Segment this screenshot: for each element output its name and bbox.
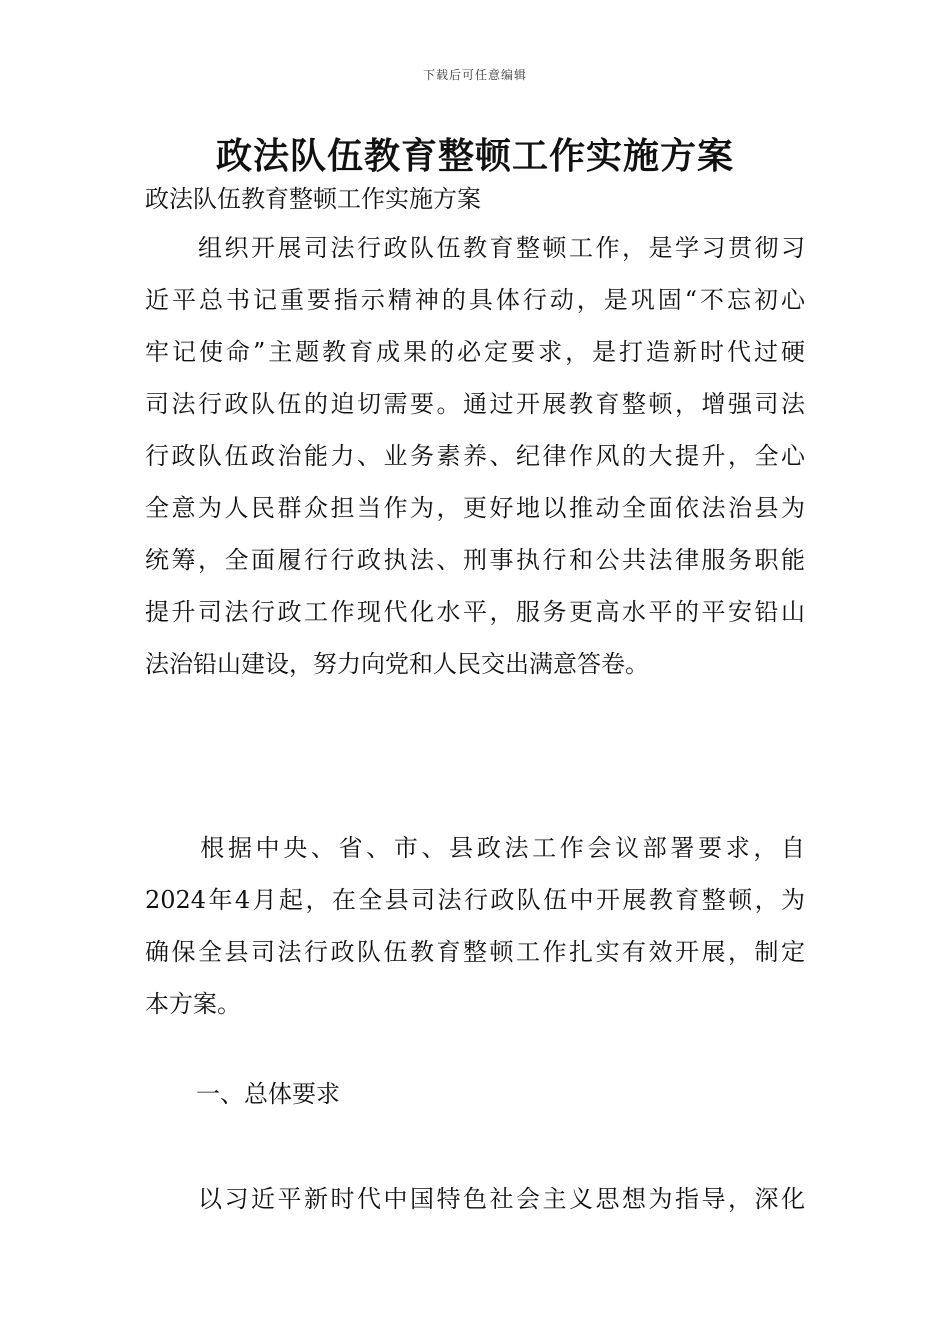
section-heading: 一、总体要求 <box>196 1080 340 1108</box>
paragraph-line: 提升司法行政工作现代化水平，服务更高水平的平安铅山 <box>145 598 805 626</box>
paragraph-line: 全意为人民群众担当作为，更好地以推动全面依法治县为 <box>145 494 805 522</box>
paragraph-line: 本方案。 <box>145 990 241 1018</box>
paragraph-line: 牢记使命”主题教育成果的必定要求，是打造新时代过硬 <box>145 338 805 366</box>
document-title: 政法队伍教育整顿工作实施方案 <box>215 136 734 177</box>
paragraph-line: 组织开展司法行政队伍教育整顿工作，是学习贯彻习 <box>145 234 805 262</box>
paragraph-guidance <box>145 1173 805 1225</box>
paragraph-line: 以习近平新时代中国特色社会主义思想为指导，深化 <box>145 1185 805 1213</box>
paragraph-line: 近平总书记重要指示精神的具体行动，是巩固“不忘初心 <box>145 286 805 314</box>
paragraph-line: 行政队伍政治能力、业务素养、纪律作风的大提升，全心 <box>145 442 805 470</box>
paragraph-line: 司法行政队伍的迫切需要。通过开展教育整顿，增强司法 <box>145 390 805 418</box>
paragraph-basis <box>145 822 805 1030</box>
paragraph-line: 根据中央、省、市、县政法工作会议部署要求，自 <box>145 834 805 862</box>
header-note: 下载后可任意编辑 <box>422 68 527 82</box>
paragraph-line: 2024年4月起，在全县司法行政队伍中开展教育整顿，为 <box>145 886 805 914</box>
paragraph-line: 法治铅山建设，努力向党和人民交出满意答卷。 <box>145 650 649 678</box>
document-subtitle: 政法队伍教育整顿工作实施方案 <box>145 185 481 213</box>
paragraph-intro <box>145 222 805 690</box>
paragraph-line: 统筹，全面履行行政执法、刑事执行和公共法律服务职能 <box>145 546 805 574</box>
paragraph-line: 确保全县司法行政队伍教育整顿工作扎实有效开展，制定 <box>145 938 805 966</box>
